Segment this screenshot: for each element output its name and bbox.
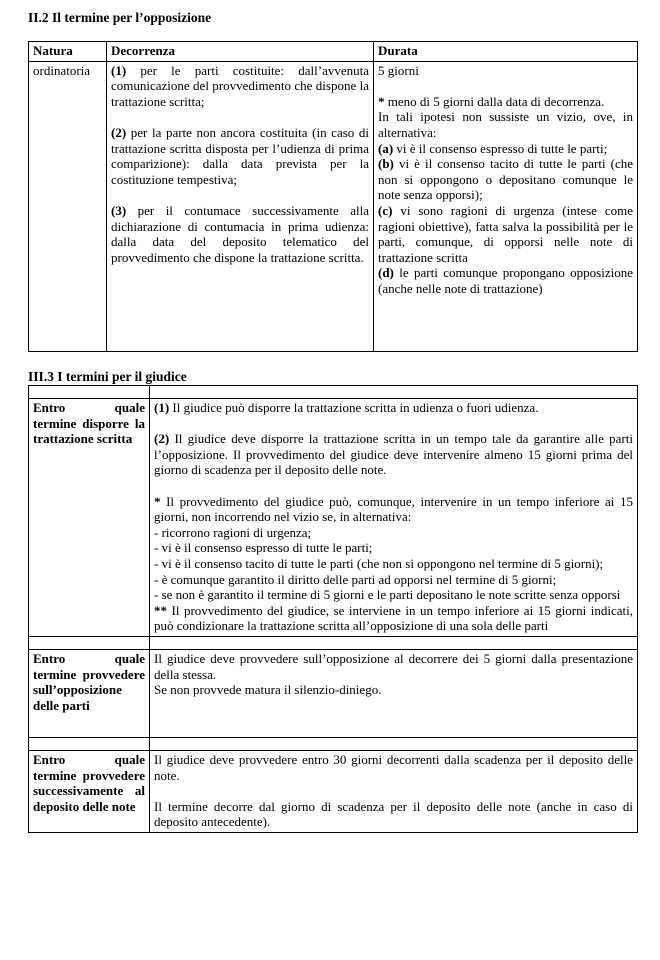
- item-text: vi sono ragioni di urgenza (intese come ragioni obiettive), fatta salva la possibilità per le parti, comunque, di opporsi nelle note di trattazione scritta: [378, 202, 633, 265]
- item-label: (c): [378, 202, 393, 218]
- table-header-row: [29, 42, 638, 62]
- paragraph-text: Il provvedimento del giudice può, comunque, intervenire in un tempo inferiore ai 15 giorni, non incorrendo nel vizio se, in alternativa:: [154, 493, 633, 525]
- durata-item-b: [378, 156, 633, 203]
- paragraph: Se non provvede matura il silenzio-diniego.: [154, 682, 382, 698]
- decorrenza-item-1: [111, 63, 369, 110]
- natura-cell: ordinatoria: [29, 61, 107, 351]
- paragraph: [154, 400, 633, 416]
- row-label-disporre: Entro quale termine disporre la trattazione scritta: [29, 399, 150, 637]
- decorrenza-item-2: [111, 125, 369, 187]
- item-text: le parti comunque propongano opposizione (anche nelle note di trattazione): [378, 265, 633, 296]
- row-content-deposito: [150, 750, 638, 832]
- paragraph: Il giudice deve provvedere sull’opposizione al decorrere dei 5 giorni dalla presentazione della stessa.: [154, 650, 633, 682]
- paragraph: [154, 431, 633, 478]
- durata-item-a: [378, 141, 633, 157]
- item-number: (3): [111, 202, 127, 218]
- header-natura: Natura: [29, 42, 107, 62]
- table-row: [29, 399, 638, 637]
- row-content-opposizione: [150, 649, 638, 737]
- list-item: - è comunque garantito il diritto delle parti ad opporsi nel termine di 5 giorni;: [154, 571, 557, 587]
- opposizione-table: [28, 41, 638, 352]
- durata-cell: [374, 61, 638, 351]
- item-text: vi è il consenso espresso di tutte le parti;: [393, 140, 608, 156]
- item-label: (b): [378, 156, 394, 172]
- paragraph-text: Il giudice deve disporre la trattazione scritta in un tempo tale da garantire alle parti l’opposizione. Il provvedimento del giudice deve intervenire almeno 15 giorni prima del giorno di scadenza per il deposito delle note.: [154, 431, 633, 478]
- durata-value: 5 giorni: [378, 62, 419, 78]
- row-label-opposizione: Entro quale termine provvedere sull’opposizione delle parti: [29, 649, 150, 737]
- giudice-table: [28, 385, 638, 833]
- item-number: (2): [154, 431, 170, 447]
- durata-item-c: [378, 203, 633, 265]
- header-durata: Durata: [374, 42, 638, 62]
- spacer-row: [29, 386, 638, 399]
- item-number: (2): [111, 124, 127, 140]
- paragraph-text: Il giudice può disporre la trattazione scritta in udienza o fuori udienza.: [169, 400, 539, 415]
- section-title-opposizione: II.2 Il termine per l’opposizione: [28, 10, 212, 25]
- table-row: [29, 750, 638, 832]
- paragraph-text: Il provvedimento del giudice, se interviene in un tempo inferiore ai 15 giorni indicati, può condizionare la trattazione scritta all’opposizione di una sola delle parti: [154, 602, 633, 634]
- item-number: (1): [111, 62, 127, 78]
- list-item: - vi è il consenso tacito di tutte le parti (che non si oppongono nel termine di 5 giorni);: [154, 555, 604, 571]
- asterisk: *: [154, 493, 161, 509]
- row-label-deposito: Entro quale termine provvedere successivamente al deposito delle note: [29, 750, 150, 832]
- asterisk: **: [154, 602, 167, 618]
- row-content-disporre: [150, 399, 638, 637]
- item-text: per il contumace successivamente alla dichiarazione di contumacia in prima udienza: dalla data del deposito telematico del provvedimento che dispone la trattazione scritta.: [111, 202, 369, 265]
- list-item: - vi è il consenso espresso di tutte le parti;: [154, 540, 373, 556]
- durata-note: [378, 94, 633, 110]
- item-label: (d): [378, 265, 394, 281]
- durata-item-d: [378, 265, 633, 296]
- item-number: (1): [154, 400, 170, 415]
- table-row: [29, 61, 638, 351]
- note-text: meno di 5 giorni dalla data di decorrenza.: [384, 93, 605, 109]
- item-text: per la parte non ancora costituita (in caso di trattazione scritta disposta per l’udienza di prima comparizione): dalla data prevista per la costituzione tempestiva;: [111, 124, 369, 187]
- paragraph: Il termine decorre dal giorno di scadenza per il deposito delle note (anche in caso di deposito antecedente).: [154, 798, 633, 830]
- item-label: (a): [378, 140, 394, 156]
- paragraph: [154, 494, 633, 525]
- paragraph: Il giudice deve provvedere entro 30 giorni decorrenti dalla scadenza per il deposito delle note.: [154, 751, 633, 783]
- list-item: - ricorrono ragioni di urgenza;: [154, 524, 312, 540]
- list-item: - se non è garantito il termine di 5 giorni e le parti depositano le note scritte senza opporsi: [154, 587, 621, 603]
- decorrenza-cell: [107, 61, 374, 351]
- spacer-row: [29, 737, 638, 750]
- durata-note-intro: In tali ipotesi non sussiste un vizio, ove, in alternativa:: [378, 109, 633, 140]
- decorrenza-item-3: [111, 203, 369, 265]
- item-text: vi è il consenso tacito di tutte le parti (che non si oppongono o depositano comunque le note senza opporsi);: [378, 156, 633, 203]
- spacer-row: [29, 636, 638, 649]
- section-title-giudice: III.3 I termini per il giudice: [28, 369, 187, 384]
- header-decorrenza: Decorrenza: [107, 42, 374, 62]
- table-row: [29, 649, 638, 737]
- paragraph: [154, 603, 633, 634]
- asterisk: *: [378, 93, 385, 109]
- item-text: per le parti costituite: dall’avvenuta comunicazione del provvedimento che dispone la trattazione scritta;: [111, 62, 369, 109]
